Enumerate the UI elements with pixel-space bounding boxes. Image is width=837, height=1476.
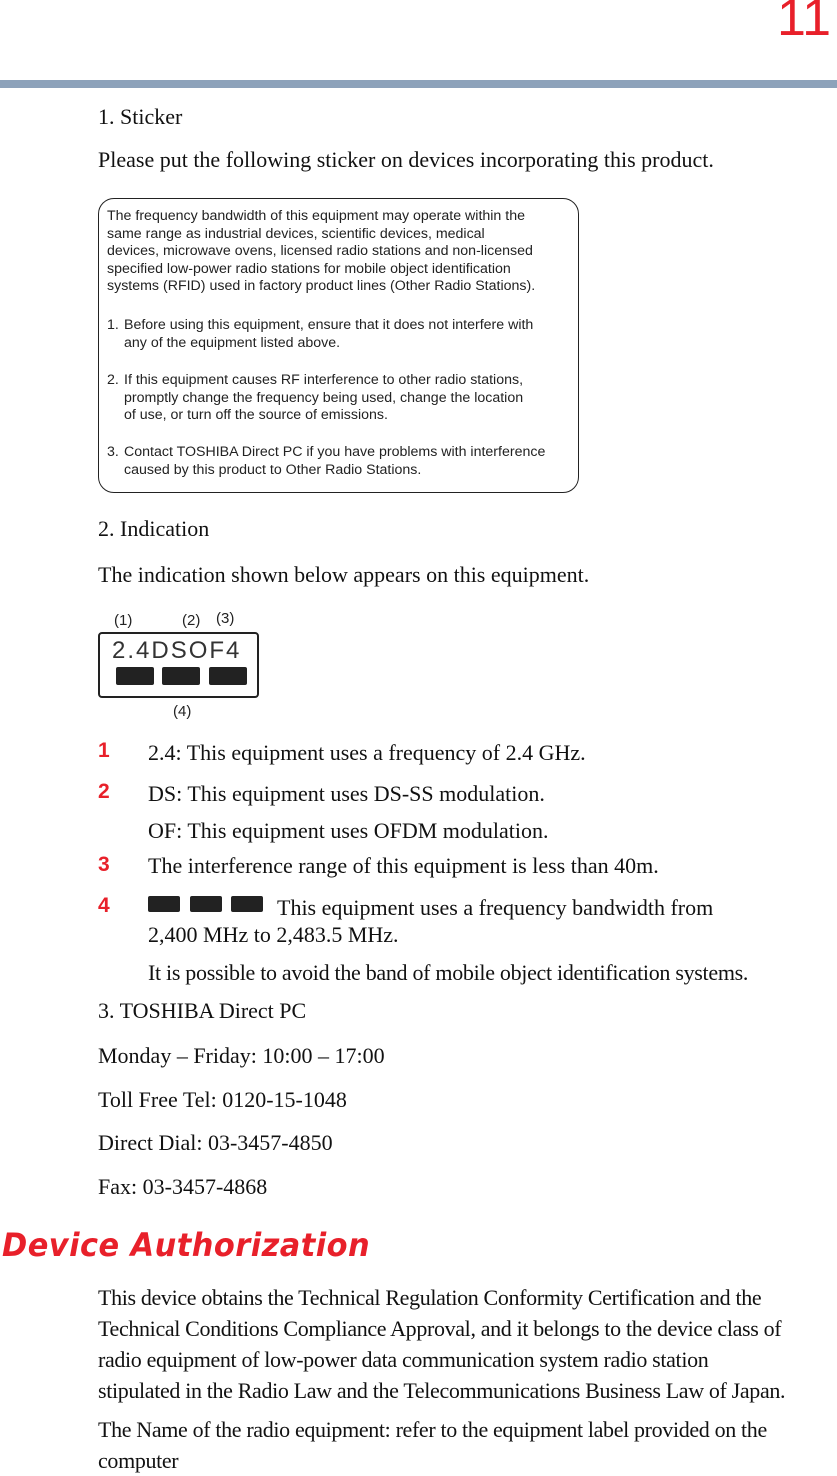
sticker-item	[107, 317, 577, 352]
item-text: It is possible to avoid the band of mobile object identification systems.	[148, 960, 749, 985]
callout-2: (2)	[182, 612, 201, 629]
item-text: This equipment uses a frequency bandwidth from	[277, 895, 714, 920]
sticker-item-text: Contact TOSHIBA Direct PC if you have problems with interference caused by this product to Other Radio Stations.	[124, 444, 546, 478]
item-text: DS: This equipment uses DS-SS modulation.	[148, 781, 545, 806]
indication-label-text: 2.4DSOF4	[112, 637, 242, 664]
authorization-paragraph: The Name of the radio equipment: refer to the equipment label provided on the computer	[98, 1417, 767, 1473]
bandwidth-block	[231, 896, 263, 912]
contact-hours: Monday – Friday: 10:00 – 17:00	[98, 1043, 385, 1068]
item-text: 2.4: This equipment uses a frequency of 2.4 GHz.	[148, 740, 586, 765]
bandwidth-block	[116, 667, 154, 685]
sticker-item-number: 1.	[107, 317, 119, 333]
bandwidth-block	[190, 896, 222, 912]
indication-heading: 2. Indication	[98, 516, 210, 541]
sticker-heading: 1. Sticker	[98, 104, 183, 129]
sticker-item-text: If this equipment causes RF interference to other radio stations, promptly change the frequency being used, change the location of use, or turn off the source of emissions.	[124, 372, 524, 424]
sticker-item-number: 3.	[107, 444, 119, 460]
sticker-item-text: Before using this equipment, ensure that it does not interfere with any of the equipment listed above.	[124, 317, 534, 351]
item-number: 2	[98, 780, 110, 803]
item-text: The interference range of this equipment is less than 40m.	[148, 853, 659, 878]
sticker-item	[107, 372, 577, 425]
item-number: 1	[98, 739, 110, 762]
sticker-instruction: Please put the following sticker on devices incorporating this product.	[98, 147, 714, 172]
authorization-paragraph: This device obtains the Technical Regulation Conformity Certification and the Technical Conditions Compliance Approval, and it belongs to the device class of radio equipment of low-power data communication system radio station stipulated in the Radio Law and the Telecommunications Business Law of Japan.	[98, 1285, 786, 1403]
item-number: 3	[98, 853, 110, 876]
page-number: 11	[777, 0, 831, 47]
bandwidth-block	[148, 896, 180, 912]
indication-intro: The indication shown below appears on this equipment.	[98, 562, 590, 587]
sticker-item-number: 2.	[107, 372, 119, 388]
item-number: 4	[98, 894, 110, 917]
bandwidth-block	[209, 667, 247, 685]
callout-1: (1)	[114, 612, 133, 629]
item-text: 2,400 MHz to 2,483.5 MHz.	[148, 922, 399, 947]
contact-heading: 3. TOSHIBA Direct PC	[98, 998, 307, 1023]
sticker-box	[98, 198, 579, 493]
bandwidth-block	[162, 667, 200, 685]
item-text: OF: This equipment uses OFDM modulation.	[148, 818, 549, 843]
sticker-intro: The frequency bandwidth of this equipment may operate within the same range as industrial devices, scientific devices, medical devices, microwave ovens, licensed radio stations and non-licensed specified low-power radio stations for mobile object identification systems (RFID) used in factory product lines (Other Radio Stations).	[107, 208, 536, 295]
sticker-item	[107, 444, 577, 479]
section-heading: Device Authorization	[2, 1226, 371, 1264]
contact-fax: Fax: 03-3457-4868	[98, 1174, 268, 1199]
callout-3: (3)	[216, 610, 235, 627]
indication-label	[98, 632, 259, 698]
contact-direct-dial: Direct Dial: 03-3457-4850	[98, 1130, 333, 1155]
contact-toll-free: Toll Free Tel: 0120-15-1048	[98, 1087, 347, 1112]
callout-4: (4)	[173, 703, 192, 720]
header-rule	[0, 80, 837, 88]
